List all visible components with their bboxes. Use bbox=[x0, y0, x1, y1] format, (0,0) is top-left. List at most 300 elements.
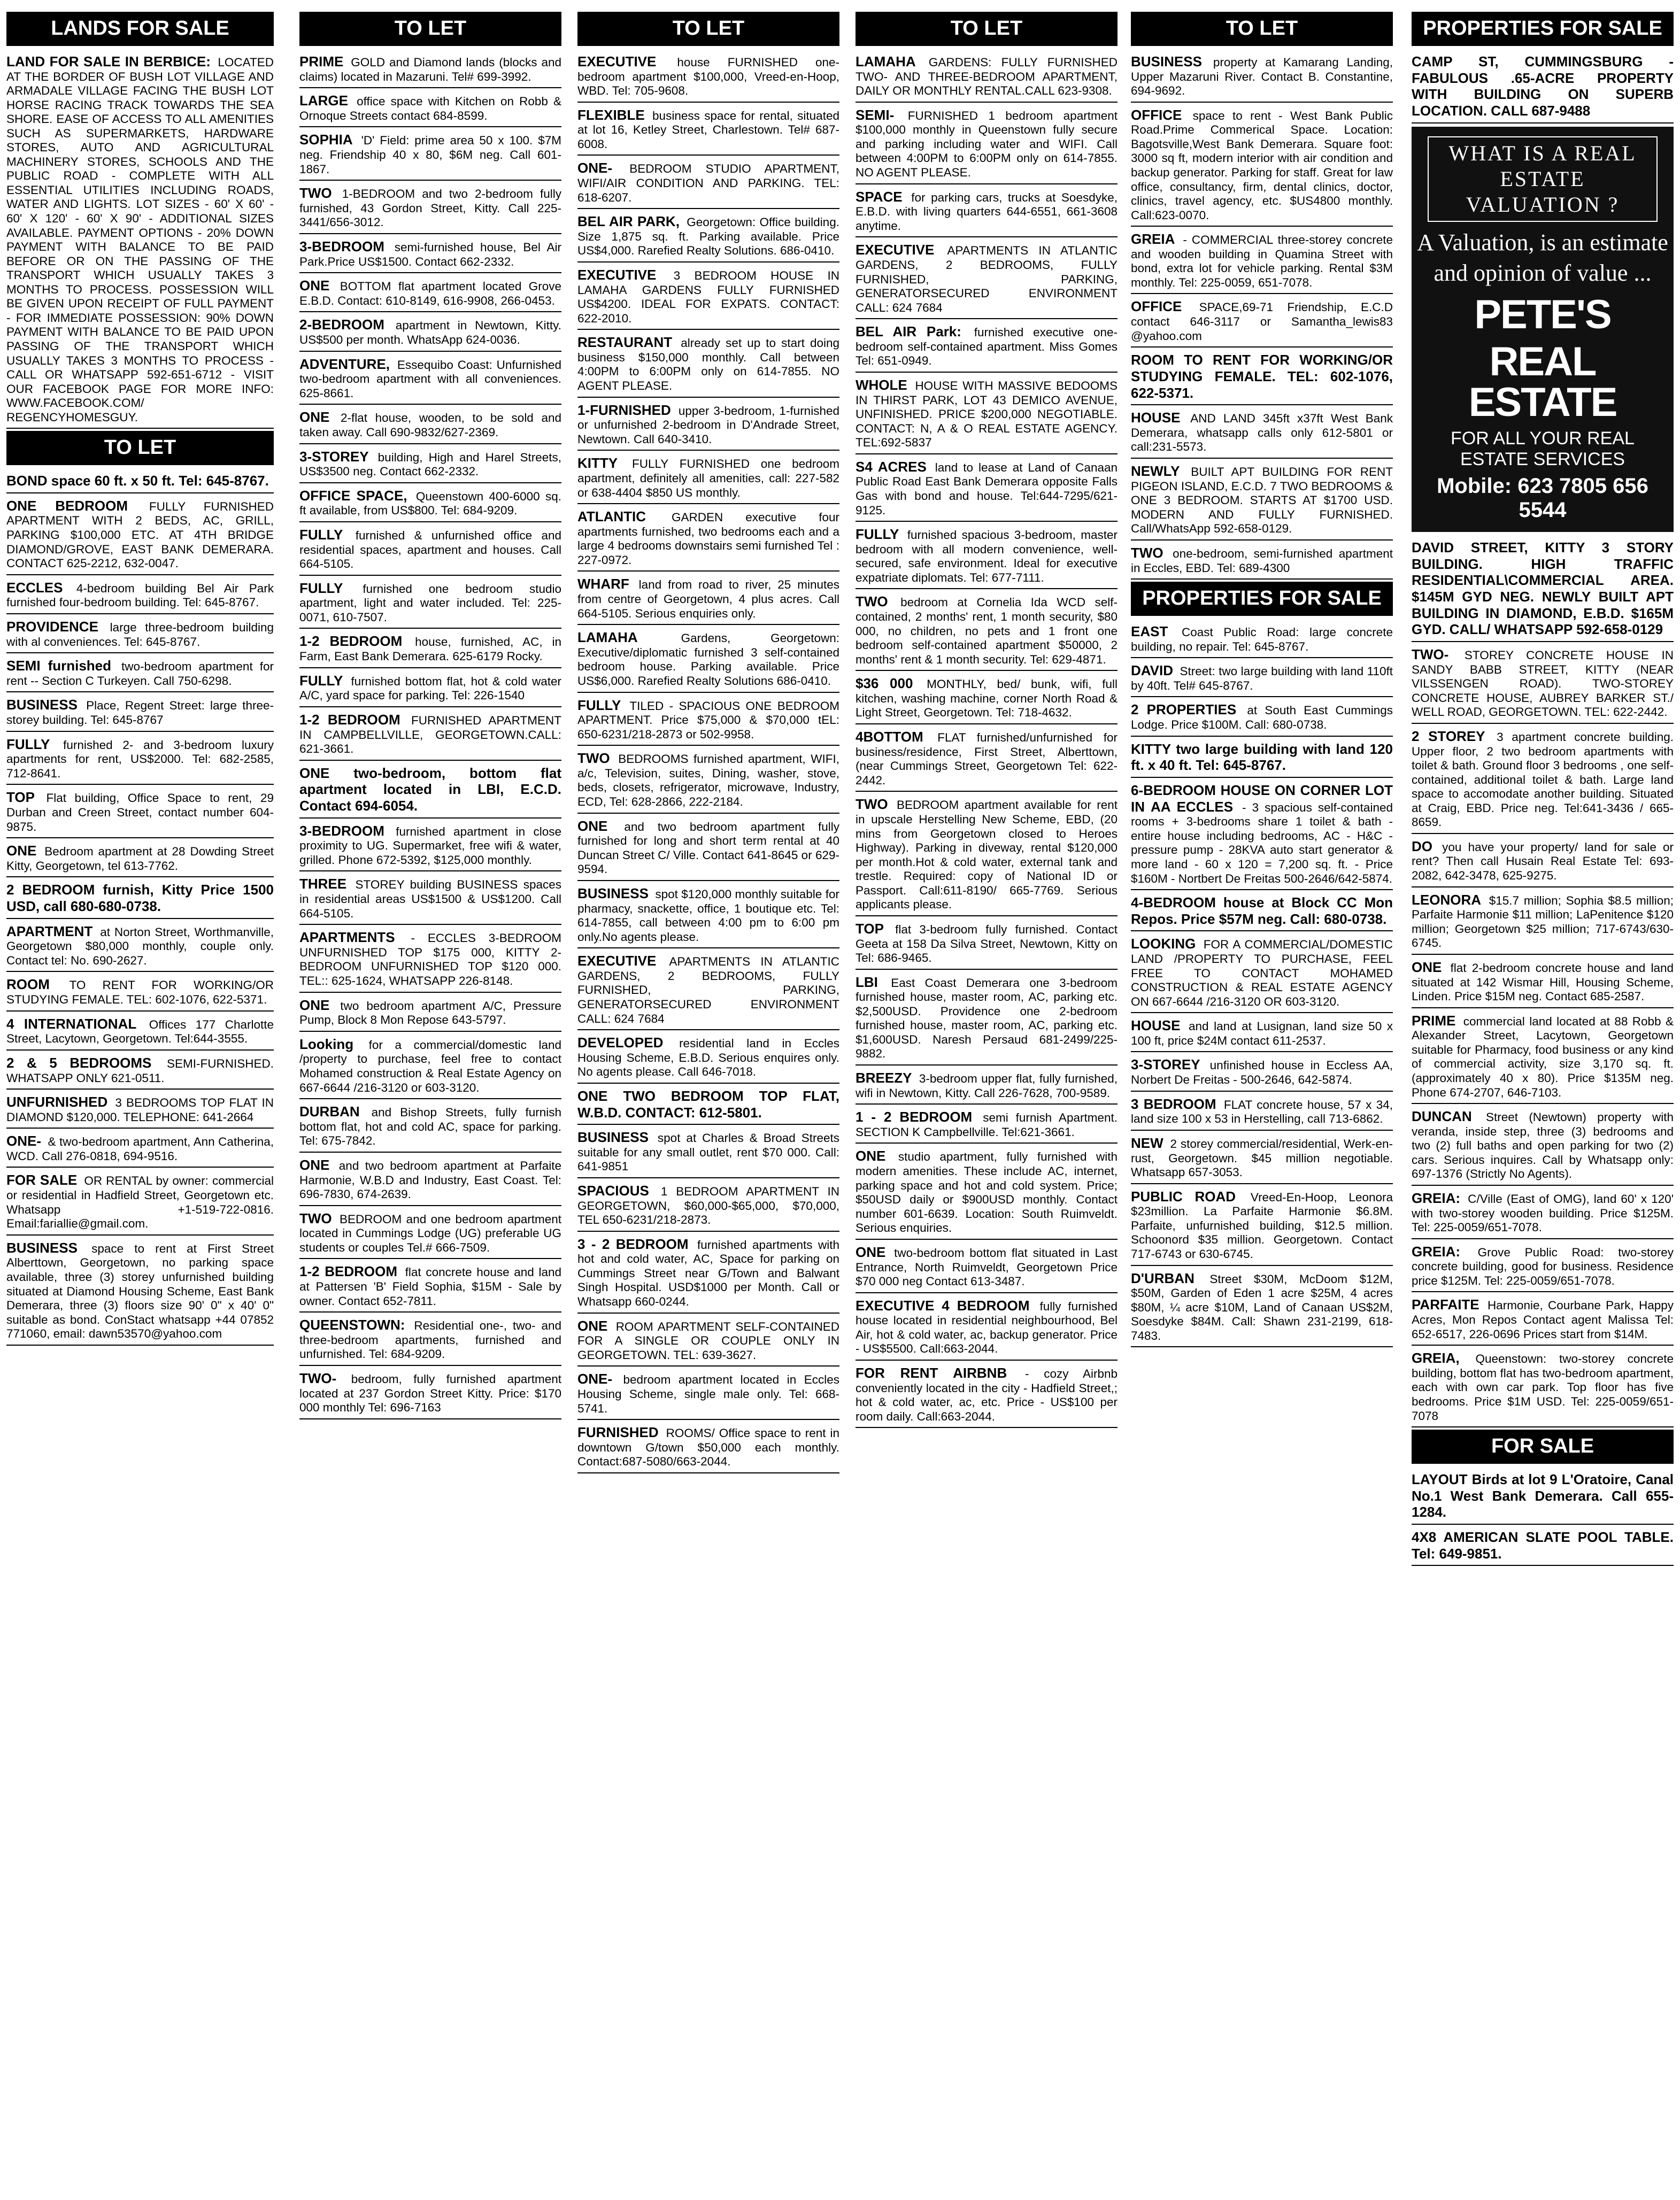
classified-ad bbox=[1131, 621, 1393, 658]
ad-text: TO RENT FOR WORKING/OR STUDYING FEMALE. TEL: 602-1076, 622-5371. bbox=[6, 978, 274, 1007]
ad-lead: NEW bbox=[1131, 1134, 1163, 1151]
ad-text: for a commercial/domestic land /property to purchase, feel free to contact Mohamed construction & Real Estate Agency on 667-6644 /216-3120 or 603-3120. bbox=[299, 1038, 561, 1094]
ad-text: APARTMENTS IN ATLANTIC GARDENS, 2 BEDROOMS, FULLY FURNISHED, PARKING, GENERATORSECURED ENVIRONMENT CALL: 624 7684 bbox=[856, 244, 1118, 314]
classified-ad bbox=[1412, 1527, 1674, 1566]
classified-ad bbox=[299, 821, 561, 872]
classified-ad bbox=[6, 921, 274, 972]
ad-lead: FULLY bbox=[299, 672, 343, 689]
ad-lead: 3-BEDROOM bbox=[299, 238, 384, 254]
ad-lead: FULLY bbox=[299, 526, 343, 543]
ad-lead: 4X8 AMERICAN SLATE POOL TABLE. Tel: 649-9851. bbox=[1412, 1529, 1674, 1562]
ad-lead: TWO bbox=[856, 796, 888, 813]
ad-text: already set up to start doing business $150,000 monthly. Call between 4:00PM to 6:00PM only on 614-7855. NO AGENT PLEASE. bbox=[577, 336, 839, 393]
classified-ad bbox=[1412, 1188, 1674, 1239]
classified-ad bbox=[577, 211, 839, 263]
classified-ad bbox=[577, 506, 839, 572]
classified-ad bbox=[1131, 699, 1393, 736]
classified-ad bbox=[856, 1242, 1118, 1293]
classified-ad bbox=[1131, 1094, 1393, 1131]
ad-lead: ROOM bbox=[6, 976, 50, 993]
ad-lead: 1-FURNISHED bbox=[577, 402, 671, 418]
classified-ad bbox=[6, 51, 274, 429]
ad-lead: 2 PROPERTIES bbox=[1131, 701, 1237, 718]
ad-lead: 1 - 2 BEDROOM bbox=[856, 1109, 973, 1125]
ad-text: house, furnished, AC, in Farm, East Bank Demerara. 625-6179 Rocky. bbox=[299, 635, 561, 663]
ad-text: GARDENS: FULLY FURNISHED TWO- AND THREE-BEDROOM APARTMENT, DAILY OR MONTHLY RENTAL.CALL 623-9308. bbox=[856, 55, 1118, 98]
ad-lead: LEONORA bbox=[1412, 891, 1481, 908]
ad-lead: TWO bbox=[1131, 544, 1163, 561]
ad-lead: ONE bbox=[299, 997, 330, 1013]
section-header: TO LET bbox=[299, 12, 561, 46]
ad-text: Queenstown 400-6000 sq. ft available, from US$800. Tel: 684-9209. bbox=[299, 489, 561, 518]
section-header: PROPERTIES FOR SALE bbox=[1412, 12, 1674, 46]
column-2 bbox=[299, 12, 561, 2193]
ad-text: BEDROOM and one bedroom apartment located in Cummings Lodge (UG) preferable UG students or couples Tel.# 666-7509. bbox=[299, 1212, 561, 1254]
ad-lead: WHOLE bbox=[856, 376, 907, 393]
ad-text: FULLY FURNISHED APARTMENT WITH 2 BEDS, AC, GRILL, PARKING $100,000 ETC. AT 4TH BRIDGE DIAMOND/GROVE, EAST BANK DEMERARA. CONTACT 625-2212, 632-0047. bbox=[6, 499, 274, 570]
classified-ad bbox=[1412, 890, 1674, 955]
classified-ad bbox=[856, 240, 1118, 319]
section-header: TO LET bbox=[856, 12, 1118, 46]
ad-text: furnished apartment in close proximity to UG. Supermarket, free wifi & water, grilled. Phone 672-5392, $125,000 monthly. bbox=[299, 824, 561, 867]
ad-lead: GREIA bbox=[1131, 231, 1175, 248]
ad-lead: EXECUTIVE 4 BEDROOM bbox=[856, 1297, 1030, 1314]
ad-lead: DURBAN bbox=[299, 1103, 360, 1120]
ad-text: semi-furnished house, Bel Air Park.Price US$1500. Contact 662-2332. bbox=[299, 240, 561, 268]
classified-ad bbox=[299, 129, 561, 181]
ad-text: furnished apartments with hot and cold water, AC, Space for parking on Cummings Street near G/Town and Balwant Singh Hospital. USD$1000 per Month. Call or Whatsapp 660-0244. bbox=[577, 1238, 839, 1309]
classified-ad bbox=[6, 734, 274, 785]
ad-text: $15.7 million; Sophia $8.5 million; Parfaite Harmonie $11 million; LaPenitence $120 million; Georgetown $25 million; 717-6743/630-6745. bbox=[1412, 893, 1674, 950]
ad-text: 1 BEDROOM APARTMENT IN GEORGETOWN, $60,000-$65,000, $70,000, TEL 650-6231/218-2873. bbox=[577, 1184, 839, 1227]
ad-text: furnished bottom flat, hot & cold water A/C, yard space for parking. Tel: 226-1540 bbox=[299, 674, 561, 703]
section-header: TO LET bbox=[577, 12, 839, 46]
ad-text: FURNISHED APARTMENT IN CAMPBELLVILLE, GEORGETOWN.CALL: 621-3661. bbox=[299, 713, 561, 756]
classified-ad bbox=[299, 1034, 561, 1099]
classified-ad bbox=[856, 794, 1118, 916]
ad-lead: PARFAITE bbox=[1412, 1296, 1479, 1313]
ad-lead: 3 BEDROOM bbox=[1131, 1095, 1216, 1112]
classified-ad bbox=[299, 874, 561, 925]
ad-text: SPACE,69-71 Friendship, E.C.D contact 646-3117 or Samantha_lewis83 @yahoo.com bbox=[1131, 300, 1393, 343]
ad-text: business space for rental, situated at lot 16, Ketley Street, Charlestown. Tel# 687-6008. bbox=[577, 109, 839, 151]
ad-lead: FURNISHED bbox=[577, 1424, 659, 1441]
classified-ad bbox=[577, 265, 839, 330]
ad-lead: ONE bbox=[6, 843, 37, 859]
ad-lead: GREIA: bbox=[1412, 1243, 1460, 1260]
classified-ad bbox=[577, 453, 839, 504]
classified-ad bbox=[1131, 105, 1393, 227]
ad-lead: EXECUTIVE bbox=[577, 953, 657, 969]
ad-text: and land at Lusignan, land size 50 x 100 ft, price $24M contact 611-2537. bbox=[1131, 1020, 1393, 1047]
ad-lead: CAMP ST, CUMMINGSBURG - FABULOUS .65-ACRE PROPERTY WITH BUILDING ON SUPERB LOCATION. CALL 687-9488 bbox=[1412, 53, 1674, 119]
ad-lead: FLEXIBLE bbox=[577, 106, 645, 123]
ad-text: flat 3-bedroom fully furnished. Contact Geeta at 158 Da Silva Street, Newtown, Kitty on Tel: 686-9465. bbox=[856, 922, 1118, 965]
classified-ad bbox=[299, 927, 561, 992]
classified-ad bbox=[1131, 1268, 1393, 1348]
ad-lead: 1-2 BEDROOM bbox=[299, 633, 403, 650]
classified-ad bbox=[856, 1295, 1118, 1361]
classified-ad bbox=[1131, 461, 1393, 541]
ad-lead: TWO- bbox=[299, 1370, 337, 1386]
ad-text: two-bedroom apartment for rent -- Section C Turkeyen. Call 750-6298. bbox=[6, 660, 274, 688]
classified-ad bbox=[1412, 836, 1674, 887]
classified-ad bbox=[577, 1032, 839, 1084]
ad-lead: FULLY bbox=[856, 526, 899, 543]
ad-text: furnished & unfurnished office and residential spaces, apartment and houses. Call 664-5105. bbox=[299, 528, 561, 571]
ad-text: spot $120,000 monthly suitable for pharmacy, snackette, office, 1 boutique etc. Tel: 614-7855, call between 4:00 pm to 6:00 pm only.No agents please. bbox=[577, 887, 839, 944]
ad-lead: ROOM TO RENT FOR WORKING/OR STUDYING FEMALE. TEL: 602-1076, 622-5371. bbox=[1131, 352, 1393, 401]
ad-lead: 4BOTTOM bbox=[856, 729, 923, 745]
classified-ad bbox=[299, 51, 561, 88]
classified-ad bbox=[6, 577, 274, 614]
ad-text: land to lease at Land of Canaan Public Road East Bank Demerara opposite Falls Gas with bond and house. Tel:644-7295/621-9125. bbox=[856, 460, 1118, 517]
classified-ad bbox=[299, 524, 561, 576]
ad-lead: ONE bbox=[856, 1148, 886, 1164]
classified-ad bbox=[856, 105, 1118, 184]
ad-text: Bedroom apartment at 28 Dowding Street Kitty, Georgetown, tel 613-7762. bbox=[6, 845, 274, 873]
ad-text: AND LAND 345ft x37ft West Bank Demerara, whatsapp calls only 612-5801 or call:231-5573. bbox=[1131, 412, 1393, 454]
ad-text: furnished executive one-bedroom self-contained apartment. Miss Gomes Tel: 651-0949. bbox=[856, 326, 1118, 368]
ad-text: FLAT furnished/unfurnished for business/residence, First Street, Alberttown, (near Cummings Street, Georgetown Tel: 622-2442. bbox=[856, 731, 1118, 787]
ad-lead: NEWLY bbox=[1131, 463, 1180, 480]
ad-lead: ONE two-bedroom, bottom flat apartment located in LBI, E.C.D. Contact 694-6054. bbox=[299, 765, 561, 814]
ad-lead: ECCLES bbox=[6, 579, 63, 596]
classified-ad bbox=[299, 314, 561, 351]
classified-ad bbox=[6, 1238, 274, 1346]
ad-lead: UNFURNISHED bbox=[6, 1094, 108, 1110]
ad-lead: TWO bbox=[299, 185, 332, 202]
ad-text: building, High and Harel Streets, US$3500 neg. Contact 662-2332. bbox=[299, 450, 561, 478]
ad-text: unfinished house in Eccless AA, Norbert De Freitas - 500-2646, 642-5874. bbox=[1131, 1059, 1393, 1087]
ad-text: MONTHLY, bed/ bunk, wifi, full kitchen, washing machine, corner North Road & Light Street, Georgetown. Tel: 718-4632. bbox=[856, 677, 1118, 720]
column-1 bbox=[6, 12, 274, 2193]
ad-lead: BUSINESS bbox=[6, 697, 78, 713]
ad-text: C/Ville (East of OMG), land 60' x 120' with two-storey wooden building. Price $125M. Tel: 225-0059/651-7078. bbox=[1412, 1192, 1674, 1234]
classified-ad bbox=[299, 485, 561, 522]
classified-ad bbox=[299, 446, 561, 483]
section-header: FOR SALE bbox=[1412, 1430, 1674, 1464]
classified-ad bbox=[1412, 1469, 1674, 1525]
ad-text: land from road to river, 25 minutes from centre of Georgetown, 4 plus acres. Call 664-5105. Serious enquiries only. bbox=[577, 578, 839, 620]
ad-text: Grove Public Road: two-storey concrete building, good for business. Residence price $125M. Tel: 225-0059/651-7078. bbox=[1412, 1245, 1674, 1287]
classified-ad bbox=[856, 51, 1118, 103]
ad-text: Street (Newtown) property with veranda, inside step, three (3) bedrooms and two (2) full baths and open parking for two (2) cars. Serious inquires. Call by Whatsapp only: 697-1376 (Strictly No Agents). bbox=[1412, 1110, 1674, 1181]
classified-ad bbox=[299, 709, 561, 761]
classified-ad bbox=[856, 918, 1118, 970]
ad-text: 3 BEDROOM HOUSE IN LAMAHA GARDENS FULLY FURNISHED US$4200. IDEAL FOR EXPATS. CONTACT: 622-2010. bbox=[577, 268, 839, 325]
classified-ad bbox=[856, 524, 1118, 589]
ad-lead: 2 STOREY bbox=[1412, 728, 1485, 744]
ad-lead: 3-STOREY bbox=[299, 448, 369, 465]
classified-ad bbox=[856, 1107, 1118, 1144]
classified-ad bbox=[6, 655, 274, 692]
ad-text: 3 BEDROOMS TOP FLAT IN DIAMOND $120,000. TELEPHONE: 641-2664 bbox=[6, 1096, 274, 1124]
ad-lead: BUSINESS bbox=[6, 1239, 78, 1256]
ad-text: ROOMS/ Office space to rent in downtown G/town $50,000 each monthly. Contact:687-5080/663-2044. bbox=[577, 1426, 839, 1469]
classified-ad bbox=[577, 627, 839, 692]
classified-ad bbox=[1412, 1106, 1674, 1186]
ad-lead: BUSINESS bbox=[577, 885, 649, 901]
ad-text: Offices 177 Charlotte Street, Lacytown, Georgetown. Tel:644-3555. bbox=[6, 1017, 274, 1046]
ad-lead: ONE bbox=[299, 409, 330, 426]
ad-text: FURNISHED 1 bedroom apartment $100,000 monthly in Queenstown fully secure and parking including water and WIFI. Call between 4:00PM to 6:00PM only on 614-7855. NO AGENT PLEASE. bbox=[856, 109, 1118, 179]
classified-ad bbox=[856, 673, 1118, 724]
classified-ad bbox=[577, 400, 839, 451]
column-6 bbox=[1412, 12, 1674, 2193]
ad-text: Flat building, Office Space to rent, 29 Durban and Creen Street, contact number 604-9875. bbox=[6, 791, 274, 833]
classified-ad bbox=[856, 1068, 1118, 1105]
classified-ad bbox=[299, 763, 561, 819]
ad-lead: ONE bbox=[1412, 959, 1442, 975]
classified-ad bbox=[577, 1234, 839, 1314]
ad-text: BUILT APT BUILDING FOR RENT PIGEON ISLAND, E.C.D. 7 TWO BEDROOMS & ONE 3 BEDROOM. STARTS AT $1700 USD. MODERN AND FULLY FURNISHED. Call/WhatsApp 592-658-0129. bbox=[1131, 465, 1393, 536]
classified-ad bbox=[6, 616, 274, 653]
classified-ad bbox=[299, 1101, 561, 1153]
ad-lead: EXECUTIVE bbox=[577, 266, 657, 283]
ad-text: BEDROOMS furnished apartment, WIFI, a/c, Television, suites, Dining, washer, stove, beds, closets, refrigerator, microwave, Industry, ECD, Tel: 628-2866, 222-2184. bbox=[577, 752, 839, 809]
ad-text: Street: two large building with land 110ft by 40ft. Tel# 645-8767. bbox=[1131, 665, 1393, 692]
classified-ad bbox=[1131, 296, 1393, 348]
ad-text: large three-bedroom building with al conveniences. Tel: 645-8767. bbox=[6, 620, 274, 649]
ad-lead: ONE bbox=[299, 1156, 330, 1173]
ad-text: Residential one-, two- and three-bedroom apartments, furnished and unfurnished. Tel: 684-9209. bbox=[299, 1319, 561, 1361]
ad-text: one-bedroom, semi-furnished apartment in Eccles, EBD. Tel: 689-4300 bbox=[1131, 546, 1393, 575]
ad-lead: APARTMENTS bbox=[299, 929, 395, 946]
ad-lead: ATLANTIC bbox=[577, 508, 646, 525]
ad-lead: PRIME bbox=[1412, 1012, 1456, 1029]
section-header: TO LET bbox=[1131, 12, 1393, 46]
ad-text: upper 3-bedroom, 1-furnished or unfurnished 2-bedroom in D'Andrade Street, Newtown. Call 640-3410. bbox=[577, 404, 839, 446]
classified-ad bbox=[856, 187, 1118, 238]
ad-lead: EAST bbox=[1131, 623, 1168, 639]
ad-text: and Bishop Streets, fully furnish bottom flat, hot and cold AC, space for parking. Tel: 675-7842. bbox=[299, 1106, 561, 1148]
classified-ad bbox=[6, 1014, 274, 1051]
ad-lead: 3 - 2 BEDROOM bbox=[577, 1236, 689, 1252]
classified-ad bbox=[1131, 660, 1393, 697]
classified-ad bbox=[577, 332, 839, 397]
classified-ad bbox=[577, 951, 839, 1030]
ad-lead: LOOKING bbox=[1131, 936, 1196, 952]
classified-ad bbox=[6, 1053, 274, 1090]
ad-text: property at Kamarang Landing, Upper Mazaruni River. Contact B. Constantine, 694-9692. bbox=[1131, 55, 1393, 98]
ad-lead: SEMI furnished bbox=[6, 658, 112, 674]
ad-lead: EXECUTIVE bbox=[577, 53, 657, 70]
classified-ad bbox=[1131, 892, 1393, 931]
classified-ad bbox=[299, 1155, 561, 1206]
ad-text: APARTMENTS IN ATLANTIC GARDENS, 2 BEDROOMS, FULLY FURNISHED, PARKING, GENERATORSECURED ENVIRONMENT CALL: 624 7684 bbox=[577, 955, 839, 1025]
classified-ad bbox=[299, 90, 561, 127]
ad-text: flat 2-bedroom concrete house and land situated at 142 Wismar Hill, Housing Scheme, Linden. Price $15M neg. Contact 685-2587. bbox=[1412, 961, 1674, 1003]
ad-text: at Norton Street, Worthmanville, Georgetown $80,000 monthly, couple only. Contact tel: No. 690-2627. bbox=[6, 925, 274, 967]
ad-lead: ONE TWO BEDROOM TOP FLAT, W.B.D. CONTACT: 612-5801. bbox=[577, 1087, 839, 1121]
ad-text: for parking cars, trucks at Soesdyke, E.B.D. with living quarters 644-6551, 661-3608 anytime. bbox=[856, 190, 1118, 233]
ad-text: bedroom, fully furnished apartment located at 237 Gordon Street Kitty. Price: $170 000 monthly Tel: 696-7163 bbox=[299, 1372, 561, 1415]
ad-text: TILED - SPACIOUS ONE BEDROOM APARTMENT. Price $75,000 & $70,000 tEL: 650-6231/218-2873 or 502-9958. bbox=[577, 699, 839, 741]
classified-ad bbox=[577, 51, 839, 103]
ad-lead: PUBLIC ROAD bbox=[1131, 1188, 1236, 1205]
classified-ad bbox=[1412, 1294, 1674, 1346]
ad-lead: TWO- bbox=[1412, 646, 1449, 662]
ad-lead: RESTAURANT bbox=[577, 334, 673, 351]
ad-lead: FULLY bbox=[577, 697, 621, 713]
classified-ad bbox=[1412, 1010, 1674, 1104]
classified-ad bbox=[1412, 726, 1674, 834]
ad-lead: HOUSE bbox=[1131, 410, 1181, 426]
classified-ad bbox=[1131, 933, 1393, 1013]
classified-ad bbox=[299, 670, 561, 707]
ad-text: 2 storey commercial/residential, Werk-en-rust, Georgetown. $45 million negotiable. Whatsapp 657-3053. bbox=[1131, 1137, 1393, 1179]
ad-text: FULLY FURNISHED one bedroom apartment, definitely all amenities, call: 227-582 or 638-4404 $850 US monthly. bbox=[577, 457, 839, 499]
promo-mobile: Mobile: 623 7805 656 5544 bbox=[1437, 474, 1648, 522]
ad-lead: KITTY two large building with land 120 ft. x 40 ft. Tel: 645-8767. bbox=[1131, 740, 1393, 774]
classified-ad bbox=[299, 995, 561, 1032]
classified-ad bbox=[1131, 1186, 1393, 1266]
classified-ad bbox=[1412, 644, 1674, 724]
ad-text: 3-bedroom upper flat, fully furnished, wifi in Newtown, Kitty. Call 226-7628, 700-9589. bbox=[856, 1072, 1118, 1100]
ad-text: Vreed-En-Hoop, Leonora $23million. La Parfaite Harmonie $6.8M. Parfaite, unfurnished building, $12.5 million. Schoonord $35 million. Georgetown. Contact 717-6743 or 630-6745. bbox=[1131, 1190, 1393, 1261]
ad-lead: 2-BEDROOM bbox=[299, 317, 384, 333]
ad-lead: BUSINESS bbox=[1131, 53, 1202, 70]
classified-ad bbox=[6, 694, 274, 731]
ad-lead: TWO bbox=[856, 593, 888, 610]
ad-text: 1-BEDROOM and two 2-bedroom fully furnished, 43 Gordon Street, Kitty. Call 225- 3441/656-3012. bbox=[299, 187, 561, 229]
ad-lead: 2 & 5 BEDROOMS bbox=[6, 1054, 152, 1071]
classified-ad bbox=[856, 1363, 1118, 1428]
ad-text: FLAT concrete house, 57 x 34, land size 100 x 53 in Herstelling, call 713-6862. bbox=[1131, 1098, 1393, 1126]
ad-lead: BOND space 60 ft. x 50 ft. Tel: 645-8767. bbox=[6, 473, 269, 489]
classified-ad bbox=[6, 879, 274, 918]
classified-ad bbox=[1131, 51, 1393, 103]
ad-text: STOREY CONCRETE HOUSE IN SANDY BABB STREET, KITTY (NEAR VILSSENGEN ROAD). TWO-STOREY CONCRETE HOUSE, AUBREY BARKER ST./ WELL ROAD, GEORGETOWN. TEL: 622-2442. bbox=[1412, 648, 1674, 719]
classified-ad bbox=[6, 787, 274, 838]
classified-ad bbox=[1131, 780, 1393, 890]
ad-lead: LAND FOR SALE IN BERBICE: bbox=[6, 53, 211, 70]
ad-lead: DUNCAN bbox=[1412, 1108, 1472, 1125]
classified-ad bbox=[299, 578, 561, 629]
classified-ad bbox=[6, 840, 274, 877]
classified-ad bbox=[856, 727, 1118, 792]
classified-ad bbox=[577, 1127, 839, 1178]
classified-ad bbox=[6, 1092, 274, 1129]
ad-lead: TOP bbox=[6, 789, 35, 806]
classified-ad bbox=[299, 407, 561, 444]
ad-lead: BUSINESS bbox=[577, 1129, 649, 1146]
ad-text: office space with Kitchen on Robb & Ornoque Streets contact 684-8599. bbox=[299, 95, 561, 122]
classified-ad bbox=[856, 972, 1118, 1066]
ad-lead: DAVID STREET, KITTY 3 STORY BUILDING. HIGH TRAFFIC RESIDENTIAL\COMMERCIAL AREA. $145M GYD NEG. NEWLY BUILT APT BUILDING IN DIAMOND, E.B.D. $165M GYD. CALL/ WHATSAPP 592-658-0129 bbox=[1412, 539, 1674, 638]
ad-lead: QUEENSTOWN: bbox=[299, 1317, 405, 1333]
ad-text: 2-flat house, wooden, to be sold and taken away. Call 690-9832/627-2369. bbox=[299, 411, 561, 439]
ad-text: 3 apartment concrete building. Upper floor, 2 two bedroom apartments with toilet & bath. Ground floor 3 bedrooms , one self-contained, additional toilet & bath. Large land space to accomodate another building. Situated at Craig, EBD. Price neg. Tel:641-3436 / 665-8659. bbox=[1412, 730, 1674, 829]
ad-text: STOREY building BUSINESS spaces in residential areas US$1500 & US$1200. Call 664-5105. bbox=[299, 878, 561, 920]
classified-ad bbox=[1131, 1054, 1393, 1091]
ad-lead: FOR RENT AIRBNB bbox=[856, 1364, 1007, 1381]
ad-lead: DAVID bbox=[1131, 662, 1173, 679]
classified-ad bbox=[1131, 407, 1393, 459]
ad-lead: WHARF bbox=[577, 576, 629, 592]
ad-text: - cozy Airbnb conveniently located in the city - Hadfield Street,; hot & cold water, ac, etc. Price - US$100 per room daily. Call:663-2044. bbox=[856, 1367, 1118, 1423]
ad-lead: OFFICE bbox=[1131, 298, 1182, 315]
ad-lead: BEL AIR PARK, bbox=[577, 213, 680, 230]
ad-lead: DEVELOPED bbox=[577, 1035, 664, 1051]
classified-ad bbox=[577, 816, 839, 881]
classified-ad bbox=[577, 574, 839, 625]
ad-lead: SPACIOUS bbox=[577, 1182, 649, 1199]
ad-lead: LAMAHA bbox=[856, 53, 916, 70]
ad-lead: 3-BEDROOM bbox=[299, 822, 384, 839]
ad-text: bedroom at Cornelia Ida WCD self-contained, 2 months' rent, 1 month security, $80 000, no children, no pets and 1 front one bedroom self-contained apartment $50000, 2 months' rent & 1 month security. Tel: 629-4871. bbox=[856, 596, 1118, 666]
promo-answer: A Valuation, is an estimate and opinion of value ... bbox=[1417, 229, 1668, 286]
ad-lead: LAYOUT Birds at lot 9 L'Oratoire, Canal No.1 West Bank Demerara. Call 655-1284. bbox=[1412, 1471, 1674, 1520]
ad-lead: KITTY bbox=[577, 455, 618, 472]
classified-ad bbox=[6, 470, 274, 493]
classified-ad bbox=[299, 1208, 561, 1260]
ad-lead: SOPHIA bbox=[299, 132, 353, 148]
ad-lead: LARGE bbox=[299, 92, 348, 109]
classified-ad bbox=[577, 748, 839, 813]
classified-ad bbox=[299, 354, 561, 405]
ad-text: space to rent at First Street Alberttown, Georgetown, no parking space available, three (3) storey unfurnished building situated at Diamond Housing Scheme, East Bank Demerara, three (3) floors size 90' 0" x 40' 0" suitable as bond. ConStact whatsapp +44 07852 771060, email: dawn53570@yahoo.com bbox=[6, 1241, 274, 1341]
ad-lead: ONE bbox=[577, 817, 608, 834]
ad-text: you have your property/ land for sale or rent? Then call Husain Real Estate Tel: 693-2082, 642-3478, 625-9275. bbox=[1412, 840, 1674, 883]
classified-ad bbox=[1412, 1348, 1674, 1427]
ad-text: GARDEN executive four apartments furnished, two bedrooms each and a large 4 bedrooms downstairs semi furnished Tel : 227-0972. bbox=[577, 511, 839, 567]
classified-ad bbox=[1131, 739, 1393, 778]
ad-lead: 3-STOREY bbox=[1131, 1056, 1200, 1073]
classified-ad bbox=[1412, 537, 1674, 642]
promo-tagline: FOR ALL YOUR REAL ESTATE SERVICES bbox=[1451, 428, 1635, 469]
ad-lead: PROVIDENCE bbox=[6, 618, 98, 635]
ad-lead: ONE BEDROOM bbox=[6, 497, 128, 514]
ad-lead: BEL AIR Park: bbox=[856, 323, 961, 340]
classified-ad bbox=[577, 1086, 839, 1125]
ad-text: and two bedroom apartment at Parfaite Harmonie, W.B.D and Industry, East Coast. Tel: 696-7830, 674-2639. bbox=[299, 1159, 561, 1201]
ad-lead: TWO bbox=[299, 1210, 332, 1226]
classified-ad bbox=[6, 1131, 274, 1168]
classified-ad bbox=[299, 236, 561, 273]
ad-text: BEDROOM STUDIO APARTMENT, WIFI/AIR CONDITION AND PARKING. TEL: 618-6207. bbox=[577, 162, 839, 204]
ad-lead: ADVENTURE, bbox=[299, 356, 390, 372]
ad-text: LOCATED AT THE BORDER OF BUSH LOT VILLAGE AND ARMADALE VILLAGE FACING THE BUSH LOT HORSE RACING TRACK TOWARDS THE SEA SHORE. EASE OF ACCESS TO ALL AMENITIES SUCH AS SUPERMARKETS, HARDWARE STORES, AUTO AND AGRICULTURAL MACHINERY STORES, SCHOOLS AND THE PUBLIC ROAD - COMPLETE WITH ALL ESSENTIAL UTILITIES INCLUDING ROADS, WATER AND LIGHTS. LOT SIZES - 60' X 60' - 60' X 120' - 60' X 90' - ADDITIONAL SIZES AVAILABLE. PAYMENT OPTIONS - 20% DOWN PAYMENT WITH BALANCE TO BE PAID BEFORE OR ON THE PASSING OF THE TRANSPORT WHICH USUALLY TAKES 3 MONTHS TO PROCESS. POSSESSION WILL BE GIVEN UPON RECEIPT OF FULL PAYMENT - FOR IMMEDIATE POSSESSION: 90% DOWN PAYMENT WITH BALANCE TO BE PAID UPON PASSING OF THE TRANSPORT WHICH USUALLY TAKES 3 MONTHS TO PROCESS - CALL OR WHATSAPP 592-651-6712 - VISIT OUR FACEBOOK PAGE FOR MORE INFO: WWW.FACEBOOK.COM/ REGENCYHOMESGUY. bbox=[6, 55, 274, 424]
ad-text: flat concrete house and land at Pattersen 'B' Field Sophia, $15M - Sale by owner. Contact 652-7811. bbox=[299, 1265, 561, 1308]
classified-ad bbox=[577, 695, 839, 746]
classified-ad bbox=[577, 1369, 839, 1420]
ad-text: BOTTOM flat apartment located Grove E.B.D. Contact: 610-8149, 616-9908, 266-0453. bbox=[299, 280, 561, 307]
ad-text: two bedroom apartment A/C, Pressure Pump, Block 8 Mon Repose 643-5797. bbox=[299, 999, 561, 1027]
ad-lead: ONE- bbox=[6, 1133, 41, 1149]
ad-text: at South East Cummings Lodge. Price $100M. Call: 680-0738. bbox=[1131, 704, 1393, 732]
classified-ad bbox=[1131, 229, 1393, 294]
ad-lead: OFFICE bbox=[1131, 106, 1182, 123]
ad-text: SEMI-FURNISHED. WHATSAPP ONLY 621-0511. bbox=[6, 1056, 274, 1085]
ad-lead: HOUSE bbox=[1131, 1017, 1181, 1034]
ad-text: BEDROOM apartment available for rent in upscale Herstelling New Scheme, EBD, (20 mins from Georgetown closed to Heroes Highway). Parking in diveway, rental $120,000 per month.Hot & cold water, external tank and trestle. Required: copy of National ID or Passport. Call:611-8190/ 665-7769. Serious applicants please. bbox=[856, 798, 1118, 912]
ad-lead: ONE- bbox=[577, 160, 612, 176]
ad-lead: THREE bbox=[299, 876, 347, 892]
ad-lead: ONE bbox=[577, 1317, 608, 1334]
ad-text: two-bedroom bottom flat situated in Last Entrance, North Ruimveldt, Georgetown Price $70 000 neg Contact 613-3487. bbox=[856, 1246, 1118, 1288]
column-5 bbox=[1131, 12, 1393, 2193]
ad-text: FOR A COMMERCIAL/DOMESTIC LAND /PROPERTY TO PURCHASE, FEEL FREE TO CONTACT MOHAMED CONSTRUCTION & REAL ESTATE AGENCY ON 667-6644 /216-3120 OR 603-3120. bbox=[1131, 938, 1393, 1008]
ad-text: OR RENTAL by owner: commercial or residential in Hadfield Street, Georgetown etc. Whatsapp +1-519-722-0816. Email:fariallie@gmail.com. bbox=[6, 1174, 274, 1231]
classified-ad bbox=[299, 275, 561, 312]
ad-text: bedroom apartment located in Eccles Housing Scheme, single male only. Tel: 668-5741. bbox=[577, 1373, 839, 1415]
ad-text: Georgetown: Office building. Size 1,875 sq. ft. Parking available. Price US$4,000. Rarefied Realty Solutions. 686-0410. bbox=[577, 215, 839, 258]
ad-text: residential land in Eccles Housing Scheme, E.B.D. Serious enquires only. No agents please. Call 646-7018. bbox=[577, 1037, 839, 1079]
ad-text: furnished one bedroom studio apartment, light and water included. Tel: 225-0071, 610-7507. bbox=[299, 582, 561, 624]
ad-lead: FOR SALE bbox=[6, 1172, 78, 1188]
